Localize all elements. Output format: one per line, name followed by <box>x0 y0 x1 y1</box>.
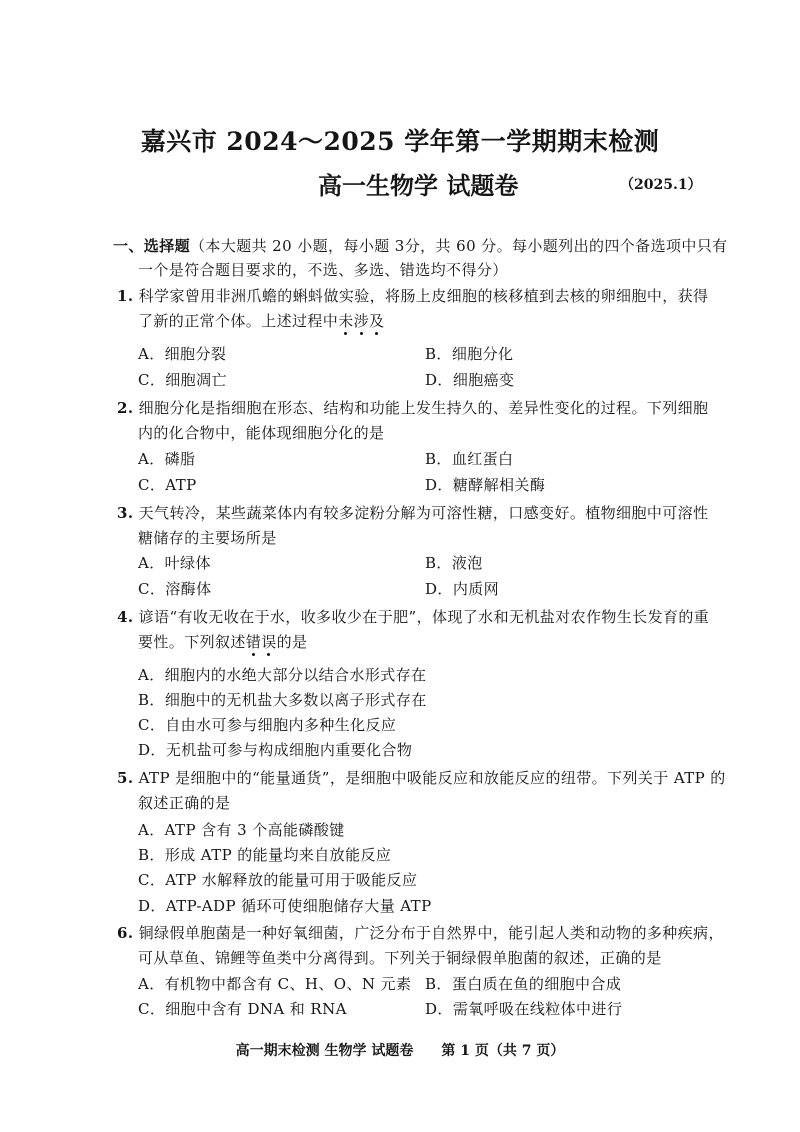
option-a <box>138 553 211 573</box>
question-4-number: 4. <box>117 608 134 626</box>
emphasis-char: 误 <box>261 633 277 651</box>
section-heading: 一、选择题 <box>113 237 191 255</box>
exam-title: 嘉兴市 2024～2025 学年第一学期期末检测 <box>140 127 660 156</box>
option-label: C． <box>138 371 166 389</box>
question-5-number: 5. <box>117 769 134 787</box>
question-6-stem-1: 铜绿假单胞菌是一种好氧细菌，广泛分布于自然界中，能引起人类和动物的多种疾病， <box>138 924 724 942</box>
option-a <box>138 449 195 469</box>
option-label: C． <box>138 871 166 889</box>
option-b <box>138 690 427 710</box>
question-6-line-1 <box>117 923 724 943</box>
option-b <box>425 974 621 994</box>
option-label: A． <box>138 450 165 468</box>
option-text: 磷脂 <box>164 450 196 468</box>
option-text: 细胞中含有 DNA 和 RNA <box>165 1000 347 1018</box>
page-footer: 高一期末检测 生物学 试题卷 第 1 页（共 7 页） <box>235 1043 565 1059</box>
option-d <box>138 896 432 916</box>
option-text: 溶酶体 <box>165 580 212 598</box>
question-3-line-1 <box>117 503 708 523</box>
option-c <box>138 715 396 735</box>
option-label: A． <box>138 554 165 572</box>
question-1-stem-1: 科学家曾用非洲爪蟾的蝌蚪做实验，将肠上皮细胞的核移植到去核的卵细胞中，获得 <box>138 287 709 305</box>
question-4-stem-2-end: 的是 <box>276 633 308 651</box>
option-text: 细胞分化 <box>451 345 514 363</box>
option-text: 细胞凋亡 <box>165 371 227 389</box>
option-text: ATP <box>165 476 197 494</box>
option-label: A． <box>138 975 165 993</box>
option-text: 细胞内的水绝大部分以结合水形式存在 <box>164 666 427 684</box>
question-2-line-1 <box>117 398 708 418</box>
question-3-stem-1: 天气转冷，某些蔬菜体内有较多淀粉分解为可溶性糖，口感变好。植物细胞中可溶性 <box>138 504 709 522</box>
question-6-stem-2: 可从草鱼、锦鲤等鱼类中分离得到。下列关于铜绿假单胞菌的叙述，正确的是 <box>138 949 662 967</box>
option-text: 自由水可参与细胞内多种生化反应 <box>165 716 397 734</box>
question-4-stem-1: 谚语“有收无收在于水，收多收少在于肥”，体现了水和无机盐对农作物生长发育的重 <box>138 608 710 626</box>
option-label: D． <box>138 897 166 915</box>
section-desc-2: 一个是符合题目要求的，不选、多选、错选均不得分） <box>138 261 508 279</box>
option-c <box>138 475 197 495</box>
section-desc-1: （本大题共 20 小题，每小题 3分，共 60 分。每小题列出的四个备选项中只有 <box>190 237 728 255</box>
option-a <box>138 665 426 685</box>
option-d <box>138 740 412 760</box>
question-5-line-1 <box>117 768 726 788</box>
option-label: C． <box>138 476 166 494</box>
option-label: B． <box>138 691 165 709</box>
option-text: 需氧呼吸在线粒体中进行 <box>452 1000 623 1018</box>
option-label: D． <box>425 1000 453 1018</box>
option-text: 细胞癌变 <box>452 371 515 389</box>
option-c <box>138 870 417 890</box>
option-text: 细胞分裂 <box>164 345 227 363</box>
option-text: 无机盐可参与构成细胞内重要化合物 <box>165 741 413 759</box>
option-text: ATP-ADP 循环可使细胞储存大量 ATP <box>165 897 432 915</box>
question-2-stem-1: 细胞分化是指细胞在形态、结构和功能上发生持久的、差异性变化的过程。下列细胞 <box>138 399 709 417</box>
option-text: 液泡 <box>451 554 483 572</box>
question-6-number: 6. <box>117 924 134 942</box>
option-label: D． <box>138 741 166 759</box>
exam-subtitle: 高一生物学 试题卷 <box>318 171 519 200</box>
option-label: C． <box>138 716 166 734</box>
option-label: B． <box>425 554 452 572</box>
option-label: C． <box>138 580 166 598</box>
option-label: A． <box>138 666 165 684</box>
option-c <box>138 999 347 1019</box>
option-label: D． <box>425 580 453 598</box>
option-a <box>138 344 226 364</box>
option-b <box>138 845 391 865</box>
option-text: 蛋白质在鱼的细胞中合成 <box>451 975 622 993</box>
emphasis-char: 及 <box>369 312 385 330</box>
question-3-stem-2: 糖储存的主要场所是 <box>138 529 277 547</box>
question-1-number: 1. <box>117 287 134 305</box>
question-1-line-1 <box>117 286 708 306</box>
option-a <box>138 974 411 994</box>
option-d <box>425 999 622 1019</box>
option-text: 血红蛋白 <box>451 450 514 468</box>
emphasis-char: 涉 <box>353 312 370 330</box>
question-5-stem-1: ATP 是细胞中的“能量通货”，是细胞中吸能反应和放能反应的纽带。下列关于 ATP 的 <box>138 769 726 787</box>
option-b <box>425 344 513 364</box>
exam-date: （2025.1） <box>620 177 702 193</box>
option-label: D． <box>425 371 453 389</box>
option-label: A． <box>138 821 165 839</box>
option-text: 有机物中都含有 C、H、O、N 元素 <box>164 975 412 993</box>
question-1-stem-2: 了新的正常个体。上述过程中 <box>138 312 339 330</box>
question-4-line-2 <box>138 632 307 652</box>
option-text: ATP 水解释放的能量可用于吸能反应 <box>165 871 418 889</box>
option-d <box>425 475 545 495</box>
option-d <box>425 579 499 599</box>
option-text: 细胞中的无机盐大多数以离子形式存在 <box>164 691 427 709</box>
option-b <box>425 449 513 469</box>
option-label: B． <box>425 450 452 468</box>
question-4-stem-2: 要性。下列叙述 <box>138 633 246 651</box>
option-label: B． <box>138 846 165 864</box>
question-2-stem-2: 内的化合物中，能体现细胞分化的是 <box>138 424 385 442</box>
option-c <box>138 579 211 599</box>
option-text: 叶绿体 <box>164 554 211 572</box>
option-label: D． <box>425 476 453 494</box>
option-label: A． <box>138 345 165 363</box>
option-text: 内质网 <box>452 580 500 598</box>
section-heading-line <box>113 236 728 256</box>
option-label: B． <box>425 975 452 993</box>
option-c <box>138 370 227 390</box>
option-b <box>425 553 483 573</box>
question-4-line-1 <box>117 607 709 627</box>
question-5-stem-2: 叙述正确的是 <box>138 794 231 812</box>
option-text: ATP 含有 3 个高能磷酸键 <box>164 821 345 839</box>
option-d <box>425 370 514 390</box>
emphasis-char: 错 <box>245 633 262 651</box>
option-text: 糖酵解相关酶 <box>452 476 546 494</box>
option-a <box>138 820 345 840</box>
question-1-line-2 <box>138 311 384 331</box>
question-2-number: 2. <box>117 399 134 417</box>
option-label: B． <box>425 345 452 363</box>
option-text: 形成 ATP 的能量均来自放能反应 <box>164 846 392 864</box>
option-label: C． <box>138 1000 166 1018</box>
question-3-number: 3. <box>117 504 134 522</box>
emphasis-char: 未 <box>338 312 354 330</box>
